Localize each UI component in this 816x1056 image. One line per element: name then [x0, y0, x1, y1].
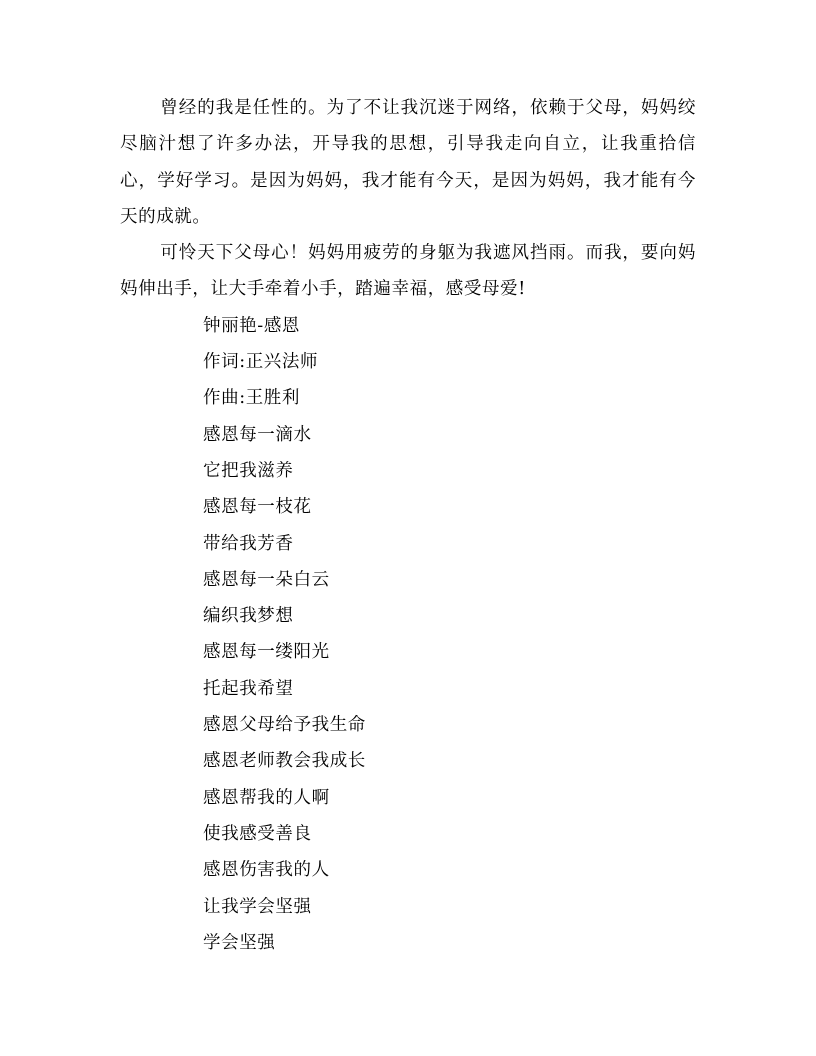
song-title: 钟丽艳-感恩	[203, 315, 301, 336]
lyric-line: 托起我希望	[203, 678, 294, 699]
document-body	[120, 90, 696, 961]
lyric-line: 编织我梦想	[203, 606, 294, 627]
paragraph-mother-guidance: 曾经的我是任性的。为了不让我沉迷于网络，依赖于父母，妈妈绞尽脑汁想了许多办法，开导我的思想，引导我走向自立，让我重拾信心，学好学习。是因为妈妈，我才能有今天，是因为妈妈，我才能有今天的成就。	[120, 98, 696, 227]
lyric-line: 感恩老师教会我成长	[203, 751, 366, 772]
lyric-line: 使我感受善良	[203, 823, 312, 844]
lyric-line: 感恩伤害我的人	[203, 860, 330, 881]
lyric-line: 感恩父母给予我生命	[203, 715, 366, 736]
lyric-line: 感恩每一缕阳光	[203, 642, 330, 663]
lyric-line: 学会坚强	[203, 932, 276, 953]
lyric-line: 感恩每一枝花	[203, 497, 312, 518]
song-lyricist: 作词:正兴法师	[203, 352, 319, 373]
lyric-line: 它把我滋养	[203, 460, 294, 481]
lyric-line: 感恩每一朵白云	[203, 569, 330, 590]
lyric-line: 让我学会坚强	[203, 896, 312, 917]
paragraph-parents-love: 可怜天下父母心！妈妈用疲劳的身躯为我遮风挡雨。而我，要向妈妈伸出手，让大手牵着小手，踏遍幸福，感受母爱!	[120, 243, 696, 300]
lyric-line: 带给我芳香	[203, 533, 294, 554]
lyric-line: 感恩每一滴水	[203, 424, 312, 445]
song-composer: 作曲:王胜利	[203, 388, 300, 409]
lyric-line: 感恩帮我的人啊	[203, 787, 330, 808]
